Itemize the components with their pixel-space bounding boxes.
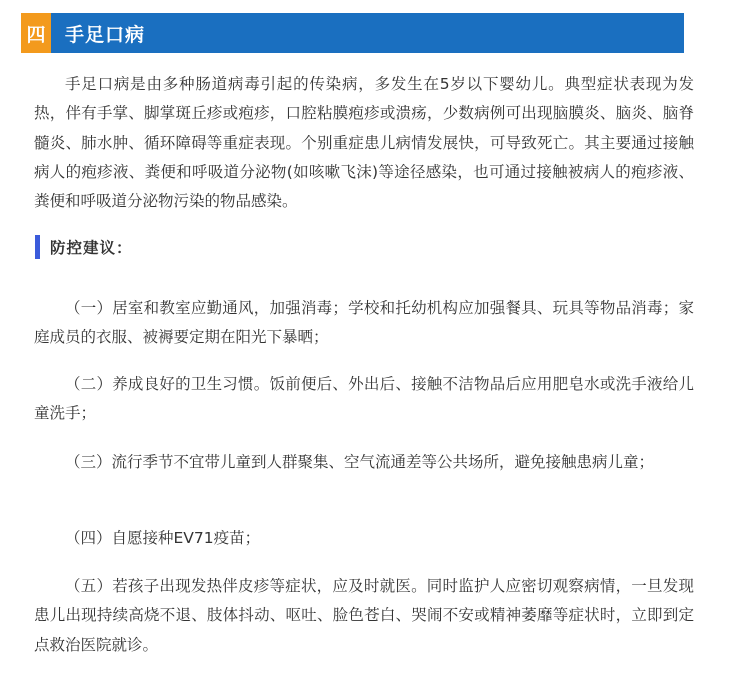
section-header (21, 13, 684, 53)
advice-heading (35, 235, 133, 259)
section-number-badge: 四 (21, 13, 51, 53)
advice-item-5: （五）若孩子出现发热伴皮疹等症状，应及时就医。同时监护人应密切观察病情，一旦发现患儿出现持续高烧不退、肢体抖动、呕吐、脸色苍白、哭闹不安或精神萎靡等症状时，立即到定点救治医院就诊。 (34, 577, 694, 654)
advice-item-3: （三）流行季节不宜带儿童到人群聚集、空气流通差等公共场所，避免接触患病儿童； (65, 453, 655, 471)
advice-item-4: （四）自愿接种EV71疫苗； (65, 529, 261, 547)
intro-paragraph: 手足口病是由多种肠道病毒引起的传染病，多发生在5岁以下婴幼儿。典型症状表现为发热，伴有手掌、脚掌斑丘疹或疱疹，口腔粘膜疱疹或溃疡，少数病例可出现脑膜炎、脑炎、脑脊髓炎、肺水肿、循环障碍等重症表现。个别重症患儿病情发展快，可导致死亡。其主要通过接触病人的疱疹液、粪便和呼吸道分泌物(如咳嗽飞沫)等途径感染，也可通过接触被病人的疱疹液、粪便和呼吸道分泌物污染的物品感染。 (34, 75, 694, 211)
heading-accent-bar (35, 235, 40, 259)
advice-item-2: （二）养成良好的卫生习惯。饭前便后、外出后、接触不洁物品后应用肥皂水或洗手液给儿童洗手； (34, 375, 694, 423)
advice-heading-label: 防控建议： (50, 239, 133, 257)
advice-item-1: （一）居室和教室应勤通风，加强消毒；学校和托幼机构应加强餐具、玩具等物品消毒；家庭成员的衣服、被褥要定期在阳光下暴晒； (34, 299, 694, 347)
section-title: 手足口病 (65, 23, 146, 46)
